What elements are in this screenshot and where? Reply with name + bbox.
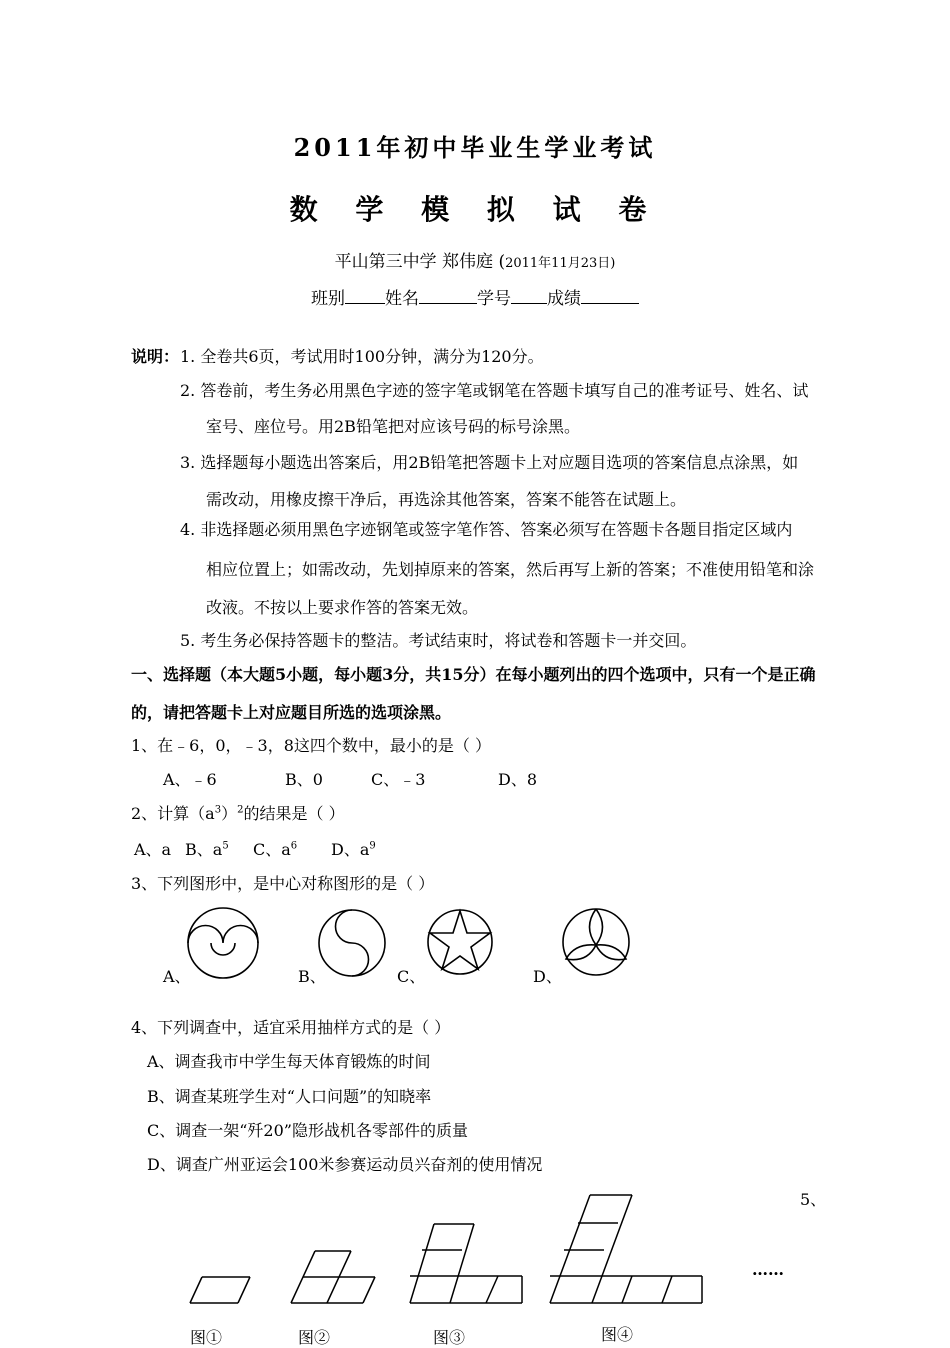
paper-subtitle: 数 学 模 拟 试 卷 xyxy=(289,193,661,226)
instruction-2-cont: 室号、座位号。用2B铅笔把对应该号码的标号涂黑。 xyxy=(206,417,580,436)
q2-option-d[interactable]: D、$a^9$ xyxy=(331,840,376,859)
q4-option-a[interactable]: A、调查我市中学生每天体育锻炼的时间 xyxy=(147,1052,431,1071)
field-score: 成绩 xyxy=(547,289,581,309)
student-fields xyxy=(0,284,950,309)
q3-option-d[interactable]: D、 xyxy=(533,967,562,986)
q1-option-b[interactable]: B、0 xyxy=(285,770,323,789)
q3-figure-b xyxy=(316,907,388,979)
q3-option-b[interactable]: B、 xyxy=(298,967,326,986)
q3-stem: 3、下列图形中，是中心对称图形的是（ ） xyxy=(131,874,435,893)
author-line xyxy=(0,247,950,272)
date: 2011年11月23日) xyxy=(505,256,616,271)
section1-heading-cont: 的，请把答题卡上对应题目所选的选项涂黑。 xyxy=(131,703,452,722)
q1-stem: 1、在﹣6，0，﹣3，8这四个数中，最小的是（ ） xyxy=(131,736,491,755)
author: 平山第三中学 郑伟庭 ( xyxy=(334,252,506,272)
q2-option-c[interactable]: C、$a^6$ xyxy=(253,840,298,859)
name-blank[interactable] xyxy=(419,285,477,304)
instruction-1: 1. 全卷共6页，考试用时100分钟，满分为120分。 xyxy=(180,347,544,366)
q5-label-3: 图③ xyxy=(433,1328,466,1347)
q5-label-2: 图② xyxy=(298,1328,331,1347)
instruction-3: 3. 选择题每小题选出答案后，用2B铅笔把答题卡上对应题目选项的答案信息点涂黑，如 xyxy=(180,453,799,472)
q1-option-a[interactable]: A、﹣6 xyxy=(163,770,217,789)
instruction-2: 2. 答卷前，考生务必用黑色字迹的签字笔或钢笔在答题卡填写自己的准考证号、姓名、试 xyxy=(180,381,809,400)
q4-option-c[interactable]: C、调查一架“歼20”隐形战机各零部件的质量 xyxy=(147,1121,468,1140)
q5-label-4: 图④ xyxy=(601,1325,634,1344)
q3-figure-d xyxy=(559,905,633,979)
q4-option-d[interactable]: D、调查广州亚运会100米参赛运动员兴奋剂的使用情况 xyxy=(147,1155,543,1174)
instruction-4-cont: 相应位置上；如需改动，先划掉原来的答案，然后再写上新的答案；不准使用铅笔和涂 xyxy=(206,560,815,579)
q5-pattern-figure xyxy=(180,1190,800,1344)
instructions-label: 说明： xyxy=(131,347,180,366)
instruction-4-cont2: 改液。不按以上要求作答的答案无效。 xyxy=(206,598,479,617)
q4-option-b[interactable]: B、调查某班学生对“人口问题”的知晓率 xyxy=(147,1087,432,1106)
q3-option-a[interactable]: A、 xyxy=(163,967,191,986)
instruction-4: 4. 非选择题必须用黑色字迹钢笔或签字笔作答、答案必须写在答题卡各题目指定区域内 xyxy=(180,520,793,539)
q5-number: 5、 xyxy=(800,1190,827,1209)
score-blank[interactable] xyxy=(581,285,639,304)
q4-stem: 4、下列调查中，适宜采用抽样方式的是（ ） xyxy=(131,1018,451,1037)
field-class: 班别 xyxy=(311,289,345,309)
q1-option-d[interactable]: D、8 xyxy=(498,770,538,789)
instruction-5: 5. 考生务必保持答题卡的整洁。考试结束时，将试卷和答题卡一并交回。 xyxy=(180,631,697,650)
field-id: 学号 xyxy=(477,289,511,309)
q5-label-1: 图① xyxy=(190,1328,223,1347)
q3-option-c[interactable]: C、 xyxy=(397,967,426,986)
section1-heading: 一、选择题（本大题5小题，每小题3分，共15分）在每小题列出的四个选项中，只有一个是正确 xyxy=(131,665,816,684)
q3-figure-c xyxy=(424,906,496,978)
id-blank[interactable] xyxy=(511,285,547,304)
class-blank[interactable] xyxy=(345,285,385,304)
q5-ellipsis: …… xyxy=(752,1260,784,1279)
exam-title: 2011年初中毕业生学业考试 xyxy=(293,133,657,162)
field-name: 姓名 xyxy=(385,289,419,309)
q2-option-a[interactable]: A、a xyxy=(134,840,172,859)
instruction-3-cont: 需改动，用橡皮擦干净后，再选涂其他答案，答案不能答在试题上。 xyxy=(206,490,687,509)
q2-option-b[interactable]: B、$a^5$ xyxy=(185,840,229,859)
q2-stem: 2、计算$(a^3)^2$的结果是（ ） xyxy=(131,804,345,823)
q1-option-c[interactable]: C、﹣3 xyxy=(371,770,426,789)
q3-figure-a xyxy=(183,903,263,983)
